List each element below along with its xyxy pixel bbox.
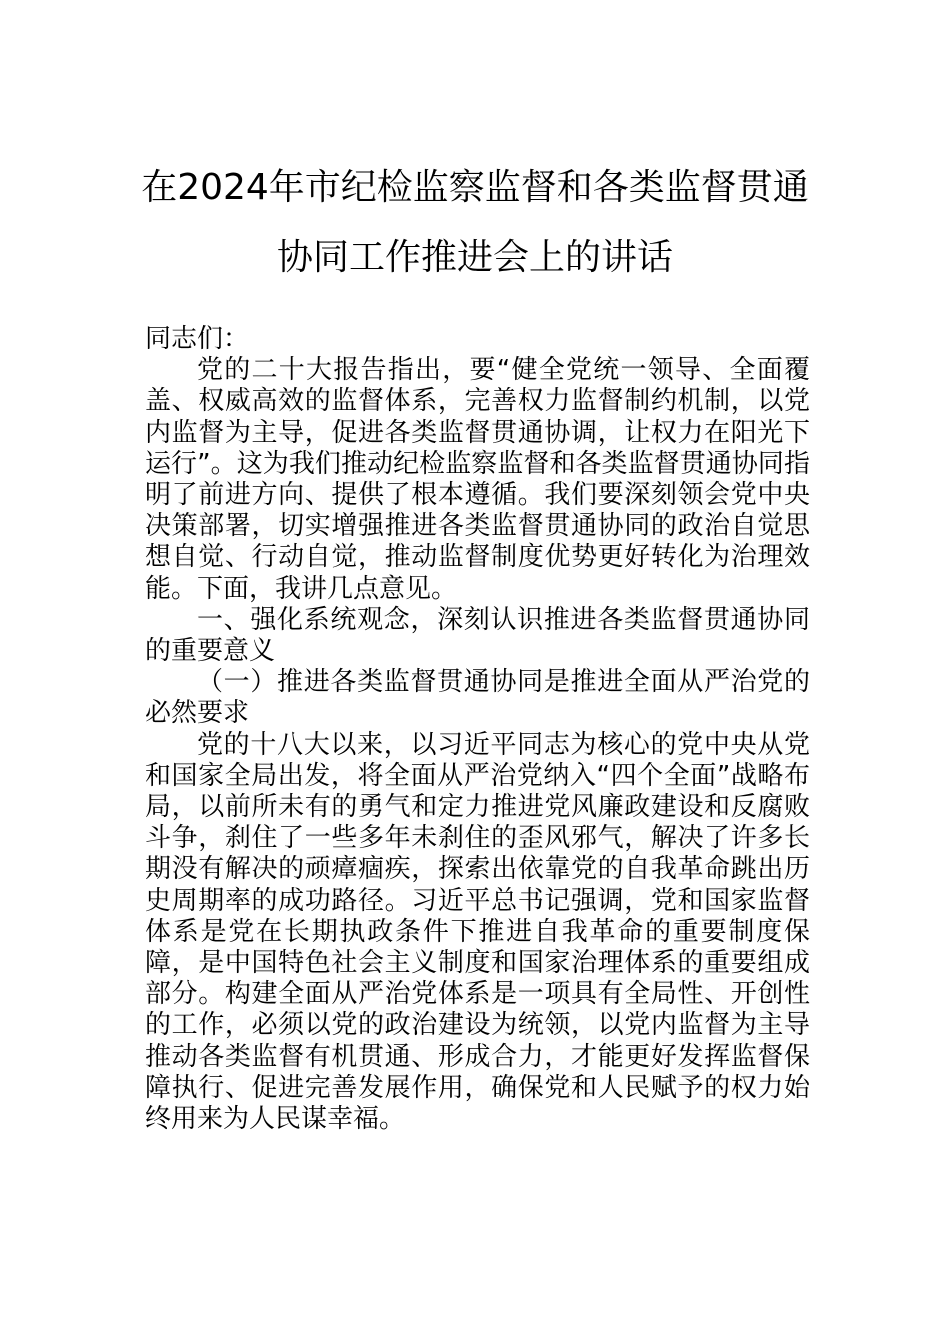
- paragraph-body-1: 党的十八大以来，以习近平同志为核心的党中央从党和国家全局出发，将全面从严治党纳入“四个全面”战略布局，以前所未有的勇气和定力推进党风廉政建设和反腐败斗争，刹住了一些多年未刹住的歪风邪气，解决了许多长期没有解决的顽瘴痼疾，探索出依靠党的自我革命跳出历史周期率的成功路径。习近平总书记强调，党和国家监督体系是党在长期执政条件下推进自我革命的重要制度保障，是中国特色社会主义制度和国家治理体系的重要组成部分。构建全面从严治党体系是一项具有全局性、开创性的工作，必须以党的政治建设为统领，以党内监督为主导推动各类监督有机贯通、形成合力，才能更好发挥监督保障执行、促进完善发展作用，确保党和人民赋予的权力始终用来为人民谋幸福。: [145, 729, 810, 1135]
- paragraph-intro: 党的二十大报告指出，要“健全党统一领导、全面覆盖、权威高效的监督体系，完善权力监督制约机制，以党内监督为主导，促进各类监督贯通协调，让权力在阳光下运行”。这为我们推动纪检监察监督和各类监督贯通协同指明了前进方向、提供了根本遵循。我们要深刻领会党中央决策部署，切实增强推进各类监督贯通协同的政治自觉思想自觉、行动自觉，推动监督制度优势更好转化为治理效能。下面，我讲几点意见。: [145, 355, 810, 604]
- salutation: 同志们：: [145, 324, 250, 354]
- document-title-line-2: 协同工作推进会上的讲话: [276, 237, 673, 278]
- subsection-heading-1: （一）推进各类监督贯通协同是推进全面从严治党的必然要求: [145, 667, 810, 729]
- document-title-line-1: 在2024年市纪检监察监督和各类监督贯通: [141, 167, 809, 208]
- section-heading-1: 一、强化系统观念，深刻认识推进各类监督贯通协同的重要意义: [145, 604, 810, 667]
- document-body: [145, 324, 810, 1135]
